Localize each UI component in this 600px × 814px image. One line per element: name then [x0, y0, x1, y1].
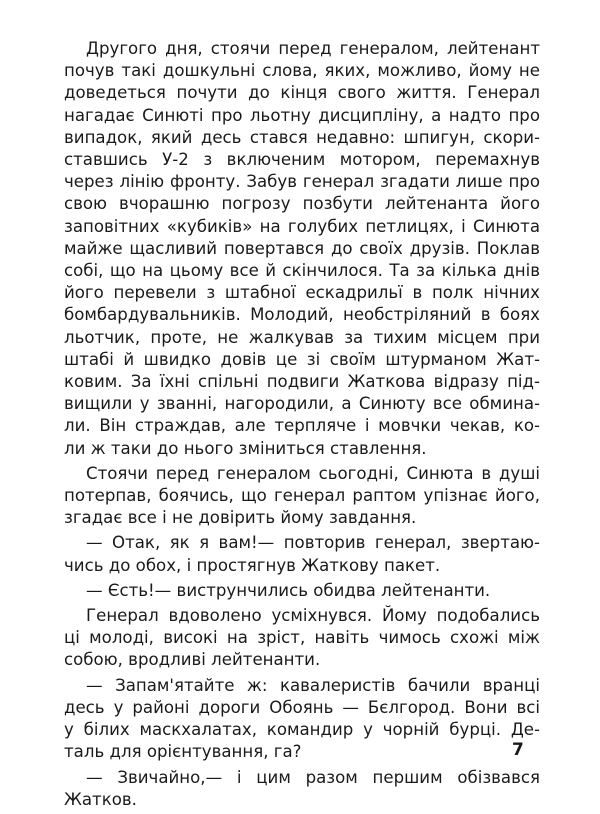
text-line: його перевели з штабної ескадрильї в полк нічних	[64, 283, 540, 303]
text-line: ли ж таки до нього зміниться ставлення.	[64, 438, 427, 458]
text-line: десь у районі дороги Обоянь — Бєлгород. Вони всі	[64, 697, 540, 717]
text-line: — Отак, як я вам!— повторив генерал, звертаю-	[86, 533, 540, 553]
text-line: Стоячи перед генералом сьогодні, Синюта в душі	[86, 463, 540, 483]
text-line: бомбардувальників. Молодий, необстріляний в боях	[64, 305, 540, 325]
text-line: свою вчорашню погрозу позбути лейтенанта його	[64, 194, 540, 214]
paragraph	[64, 605, 540, 672]
text-line: штабі й швидко довів це зі своїм штурманом Жат-	[64, 349, 540, 369]
text-line: згадає все і не довірить йому завдання.	[64, 508, 417, 528]
text-line: — Звичайно,— і цим разом першим обізвався	[86, 767, 540, 787]
text-line: доведеться почути до кінця свого життя. Генерал	[64, 83, 540, 103]
text-line: нагадає Синюті про льотну дисципліну, а надто про	[64, 105, 540, 125]
text-line: почув такі дошкульні слова, яких, можливо, йому не	[64, 61, 540, 81]
paragraph	[64, 767, 540, 811]
text-line: чись до обох, і простягнув Жаткову пакет.	[64, 555, 441, 575]
text-line: вищили у званні, нагородили, а Синюту все обмина-	[64, 394, 540, 414]
text-line: через лінію фронту. Забув генерал згадати лише про	[64, 172, 540, 192]
body-text	[64, 38, 540, 814]
text-line: ці молоді, високі на зріст, навіть чимось схожі між	[64, 628, 540, 648]
paragraph	[64, 38, 540, 460]
paragraph	[64, 532, 540, 576]
text-line: майже щасливий повертався до своїх друзів. Поклав	[64, 238, 540, 258]
text-line: потерпав, боячись, що генерал раптом упізнає його,	[64, 486, 540, 506]
text-line: заповітних «кубиків» на голубих петлицях, і Синюта	[64, 216, 540, 236]
text-line: у білих маскхалатах, командир у чорній бурці. Де-	[64, 720, 540, 740]
text-line: льотчик, проте, не жалкував за тихим місцем при	[64, 327, 540, 347]
text-line: Жатков.	[64, 789, 137, 809]
text-line: ковим. За їхні спільні подвиги Жаткова відразу під-	[64, 372, 540, 392]
text-line: Другого дня, стоячи перед генералом, лейтенант	[86, 39, 540, 58]
text-line: собою, вродливі лейтенанти.	[64, 650, 321, 670]
text-line: ставшись У-2 з включеним мотором, перемахнув	[64, 150, 540, 170]
text-line: Генерал вдоволено усміхнувся. Йому подобались	[86, 606, 540, 626]
paragraph	[64, 675, 540, 764]
text-line: випадок, який десь стався недавно: шпигун, скори-	[64, 127, 540, 147]
page-number: 7	[512, 740, 524, 760]
text-line: собі, що на цьому все й скінчилося. Та за кілька днів	[64, 261, 540, 281]
paragraph	[64, 580, 540, 602]
text-line: — Єсть!— виструнчились обидва лейтенанти.	[86, 580, 491, 600]
text-line: ли. Він страждав, але терпляче і мовчки чекав, ко-	[64, 416, 540, 436]
text-line: таль для орієнтування, га?	[64, 742, 302, 762]
text-line: — Запам'ятайте ж: кавалеристів бачили вранці	[86, 675, 540, 695]
paragraph	[64, 463, 540, 530]
